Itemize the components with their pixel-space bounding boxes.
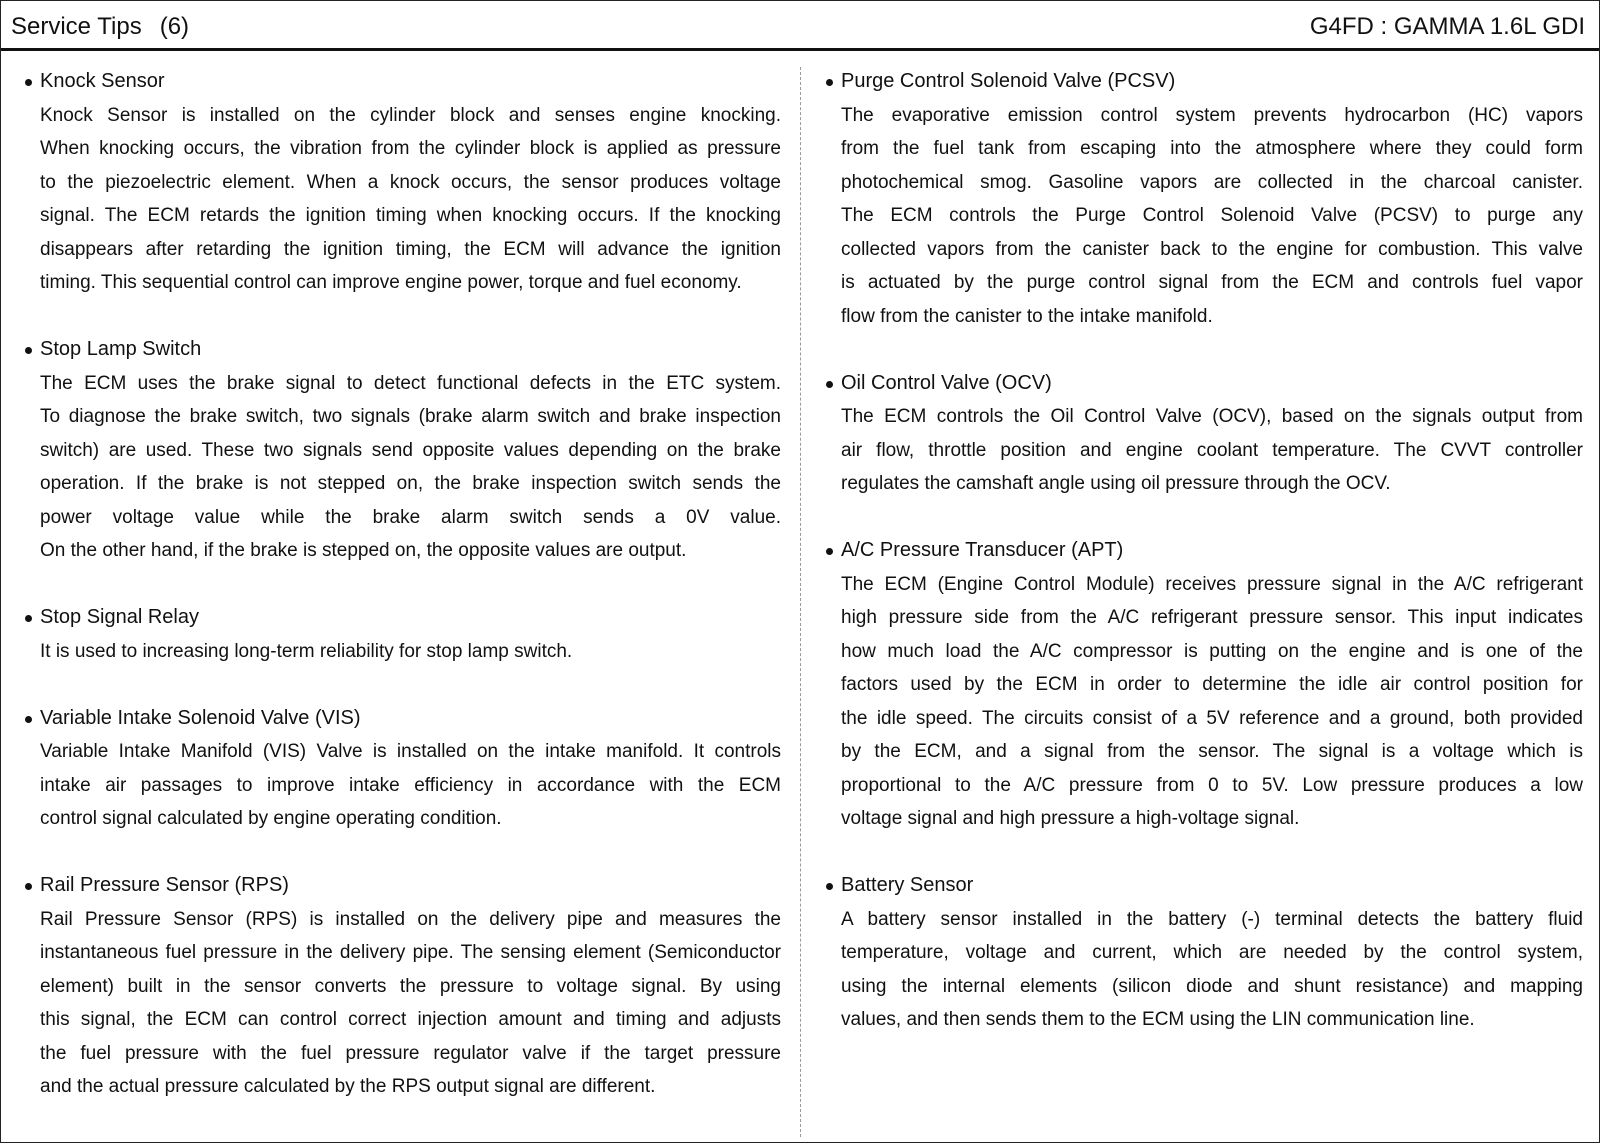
body-line: timing. This sequential control can improve engine power, torque and fuel economy. (40, 272, 742, 293)
bullet-icon (25, 615, 32, 622)
body-line: high pressure side from the A/C refrigerant pressure sensor. This input indicates (841, 607, 1583, 628)
body-line: values, and then sends them to the ECM using the LIN communication line. (841, 1009, 1475, 1030)
body-line: and the actual pressure calculated by the RPS output signal are different. (40, 1076, 656, 1097)
section-body (824, 400, 1583, 501)
body-line: disappears after retarding the ignition timing, the ECM will advance the ignition (40, 238, 781, 260)
section-body (824, 903, 1583, 1037)
section-stop-signal-relay (23, 601, 781, 668)
body-line: Knock Sensor is installed on the cylinder block and senses engine knocking. (40, 104, 781, 126)
body-line: On the other hand, if the brake is stepped on, the opposite values are output. (40, 540, 687, 561)
bullet-icon (25, 79, 32, 86)
section-title (824, 65, 1583, 99)
section-title (824, 534, 1583, 568)
section-body (23, 367, 781, 568)
body-line: the fuel pressure with the fuel pressure regulator valve if the target pressure (40, 1042, 781, 1064)
bullet-icon (25, 716, 32, 723)
section-title-text: Rail Pressure Sensor (RPS) (40, 874, 289, 896)
body-line: The ECM uses the brake signal to detect functional defects in the ETC system. (40, 372, 781, 394)
body-line: element) built in the sensor converts the pressure to voltage signal. By using (40, 975, 781, 997)
body-line: to the piezoelectric element. When a knock occurs, the sensor produces voltage (40, 171, 781, 193)
section-title-text: Battery Sensor (841, 874, 974, 896)
body-line: It is used to increasing long-term reliability for stop lamp switch. (40, 640, 573, 662)
body-line: photochemical smog. Gasoline vapors are collected in the charcoal canister. (841, 171, 1583, 193)
bullet-icon (826, 548, 833, 555)
body-line: control signal calculated by engine operating condition. (40, 808, 502, 829)
body-line: power voltage value while the brake alarm switch sends a 0V value. (40, 506, 781, 528)
body-line: collected vapors from the canister back to the engine for combustion. This valve (841, 238, 1583, 260)
body-line: using the internal elements (silicon diode and shunt resistance) and mapping (841, 975, 1583, 997)
left-column (23, 65, 781, 1137)
section-rail-pressure-sensor-rps (23, 869, 781, 1104)
body-line: this signal, the ECM can control correct injection amount and timing and adjusts (40, 1009, 781, 1030)
body-line: regulates the camshaft angle using oil pressure through the OCV. (841, 473, 1391, 494)
section-variable-intake-solenoid-valve-vis (23, 702, 781, 836)
body-line: A battery sensor installed in the battery (-) terminal detects the battery fluid (841, 908, 1583, 930)
page-number: (6) (159, 13, 190, 40)
body-line: by the ECM, and a signal from the sensor. The signal is a voltage which is (841, 741, 1583, 762)
body-line: temperature, voltage and current, which are needed by the control system, (841, 942, 1583, 963)
body-line: the idle speed. The circuits consist of a 5V reference and a ground, both provided (841, 707, 1583, 729)
section-body (824, 568, 1583, 836)
body-line: When knocking occurs, the vibration from the cylinder block is applied as pressure (40, 138, 781, 159)
body-line: factors used by the ECM in order to determine the idle air control position for (841, 674, 1583, 695)
column-divider (800, 67, 801, 1137)
bullet-icon (826, 381, 833, 388)
section-title-text: Stop Signal Relay (40, 606, 199, 628)
section-battery-sensor (824, 869, 1583, 1037)
bullet-icon (25, 347, 32, 354)
section-title (23, 65, 781, 99)
section-title-text: A/C Pressure Transducer (APT) (841, 539, 1124, 561)
section-body (23, 735, 781, 836)
section-title-text: Oil Control Valve (OCV) (841, 371, 1052, 394)
body-line: from the fuel tank from escaping into the atmosphere where they could form (841, 138, 1583, 159)
bullet-icon (826, 883, 833, 890)
bullet-icon (826, 79, 833, 86)
section-body (824, 99, 1583, 334)
body-line: flow from the canister to the intake manifold. (841, 305, 1213, 327)
section-title (23, 333, 781, 367)
header-title-group (11, 13, 189, 41)
body-line: how much load the A/C compressor is putting on the engine and is one of the (841, 640, 1583, 662)
engine-model-label: G4FD : GAMMA 1.6L GDI (1309, 13, 1585, 40)
section-purge-control-solenoid-valve-pcsv (824, 65, 1583, 333)
body-line: The ECM (Engine Control Module) receives pressure signal in the A/C refrigerant (841, 573, 1583, 595)
section-title-text: Stop Lamp Switch (40, 338, 202, 360)
section-knock-sensor (23, 65, 781, 300)
body-line: The evaporative emission control system prevents hydrocarbon (HC) vapors (841, 104, 1583, 126)
section-title (824, 869, 1583, 903)
section-title (23, 869, 781, 903)
body-line: voltage signal and high pressure a high-voltage signal. (841, 808, 1300, 829)
section-body (23, 99, 781, 300)
section-body (23, 903, 781, 1104)
section-a-c-pressure-transducer-apt (824, 534, 1583, 836)
body-line: The ECM controls the Purge Control Solenoid Valve (PCSV) to purge any (841, 205, 1583, 226)
body-line: The ECM controls the Oil Control Valve (OCV), based on the signals output from (841, 406, 1583, 427)
section-title (824, 367, 1583, 401)
section-title (23, 702, 781, 736)
body-line: To diagnose the brake switch, two signals (brake alarm switch and brake inspection (40, 406, 781, 427)
section-stop-lamp-switch (23, 333, 781, 568)
body-line: instantaneous fuel pressure in the delivery pipe. The sensing element (Semiconductor (40, 942, 781, 963)
body-line: is actuated by the purge control signal from the ECM and controls fuel vapor (841, 272, 1583, 293)
section-title-text: Purge Control Solenoid Valve (PCSV) (841, 70, 1176, 92)
body-line: signal. The ECM retards the ignition timing when knocking occurs. If the knocking (40, 205, 781, 226)
page-header (1, 1, 1599, 51)
page-title: Service Tips (11, 13, 142, 40)
body-line: proportional to the A/C pressure from 0 to 5V. Low pressure produces a low (841, 774, 1583, 796)
body-line: intake air passages to improve intake efficiency in accordance with the ECM (40, 774, 781, 796)
body-line: air flow, throttle position and engine coolant temperature. The CVVT controller (841, 439, 1583, 461)
section-oil-control-valve-ocv (824, 367, 1583, 501)
body-line: Rail Pressure Sensor (RPS) is installed on the delivery pipe and measures the (40, 908, 781, 930)
bullet-icon (25, 883, 32, 890)
section-title-text: Knock Sensor (40, 70, 165, 92)
body-line: switch) are used. These two signals send opposite values depending on the brake (40, 439, 781, 461)
body-line: operation. If the brake is not stepped on, the brake inspection switch sends the (40, 473, 781, 494)
section-title-text: Variable Intake Solenoid Valve (VIS) (40, 706, 361, 729)
section-body (23, 635, 781, 669)
section-title (23, 601, 781, 635)
body-line: Variable Intake Manifold (VIS) Valve is installed on the intake manifold. It controls (40, 741, 781, 762)
right-column (824, 65, 1583, 1070)
